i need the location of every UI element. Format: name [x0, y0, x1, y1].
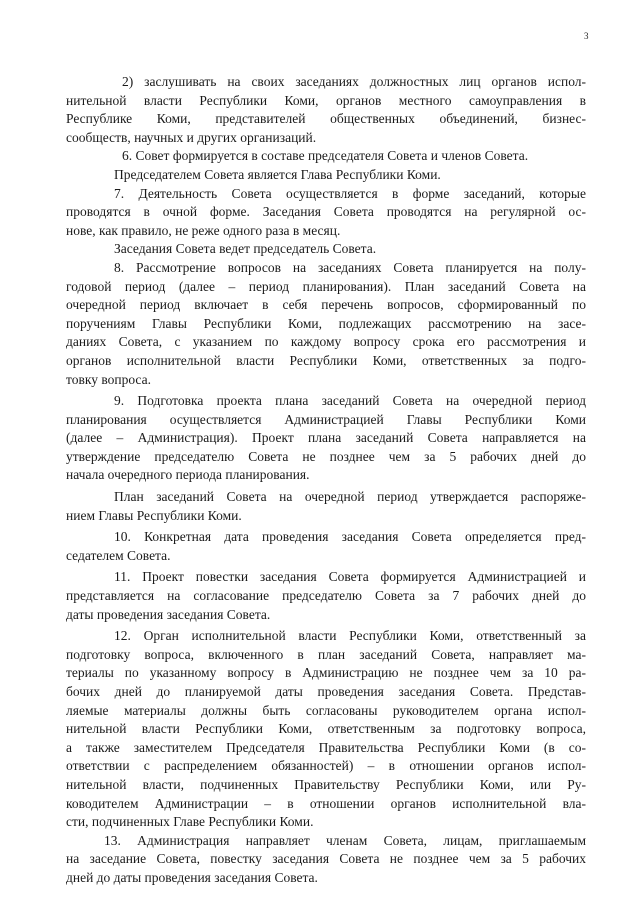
text-line: Председателем Совета является Глава Республики Коми.: [114, 166, 441, 182]
text-line: даниях Совета, с указанием по каждому вопросу срока его рассмотрения и: [66, 334, 586, 350]
text-line: 10. Конкретная дата проведения заседания Совета определяется пред-: [114, 529, 586, 545]
paragraph: [66, 528, 586, 565]
paragraph: [66, 488, 586, 525]
text-line: План заседаний Совета на очередной период утверждается распоряже-: [114, 489, 586, 505]
text-line: сти, подчиненных Главе Республики Коми.: [66, 814, 314, 830]
text-line: поручениям Главы Республики Коми, подлежащих рассмотрению на засе-: [66, 315, 586, 331]
text-line: товку вопроса.: [66, 371, 151, 387]
paragraph: [66, 240, 586, 259]
paragraph: [66, 185, 586, 241]
paragraph: [66, 147, 586, 166]
text-line: 11. Проект повестки заседания Совета формируется Администрацией и: [114, 569, 586, 585]
text-line: планирования осуществляется Администрацией Главы Республики Коми: [66, 411, 586, 427]
text-line: бочих дней до планируемой даты проведения заседания Совета. Представ-: [66, 684, 586, 699]
text-line: а также заместителем Председателя Правительства Республики Коми (в со-: [66, 739, 586, 755]
text-line: 2) заслушивать на своих заседаниях должностных лиц органов испол-: [122, 74, 586, 89]
text-line: Республике Коми, представителей общественных объединений, бизнес-: [66, 111, 586, 127]
text-line: утверждение председателю Совета не позднее чем за 5 рабочих дней до: [66, 448, 586, 464]
paragraph: [66, 832, 586, 888]
text-line: сообществ, научных и других организаций.: [66, 129, 317, 145]
text-line: представляется на согласование председателю Совета за 7 рабочих дней до: [66, 588, 586, 604]
paragraph: [66, 166, 586, 185]
text-line: 8. Рассмотрение вопросов на заседаниях Совета планируется на полу-: [114, 259, 586, 275]
text-line: нительной власти Республики Коми, органов местного самоуправления в: [66, 92, 586, 108]
text-line: (далее – Администрация). Проект плана заседаний Совета направляется на: [66, 430, 586, 446]
text-line: нительной власти Республики Коми, ответственным за подготовку вопроса,: [66, 721, 586, 737]
text-line: 12. Орган исполнительной власти Республики Коми, ответственный за: [114, 628, 586, 644]
text-line: ляемые материалы должны быть согласованы руководителем органа испол-: [66, 702, 586, 718]
text-line: нительной власти, подчиненных Правительству Республики Коми, или Ру-: [66, 776, 586, 792]
paragraph: [66, 259, 586, 389]
text-line: 7. Деятельность Совета осуществляется в форме заседаний, которые: [114, 185, 586, 201]
paragraph: [66, 392, 586, 485]
text-line: начала очередного периода планирования.: [66, 467, 310, 483]
text-line: нове, как правило, не реже одного раза в месяц.: [66, 222, 341, 238]
text-line: проводятся в очной форме. Заседания Совета проводятся на регулярной ос-: [66, 204, 586, 220]
text-line: очередной период включает в себя перечень вопросов, сформированный по: [66, 297, 586, 313]
document-body: [66, 73, 586, 888]
paragraph: [66, 627, 586, 832]
text-line: подготовку вопроса, включенного в план заседаний Совета, направляет ма-: [66, 646, 586, 662]
text-line: годовой период (далее – период планирования). План заседаний Совета на: [66, 278, 586, 294]
text-line: даты проведения заседания Совета.: [66, 606, 271, 622]
paragraph: [66, 568, 586, 624]
text-line: Заседания Совета ведет председатель Совета.: [114, 241, 377, 257]
text-line: органов исполнительной власти Республики Коми, ответственных за подго-: [66, 352, 586, 368]
text-line: 6. Совет формируется в составе председателя Совета и членов Совета.: [122, 148, 529, 164]
text-line: ководителем Администрации – в отношении органов исполнительной вла-: [66, 795, 586, 811]
text-line: териалы по указанному вопросу в Администрацию не позднее чем за 10 ра-: [66, 665, 586, 681]
page-number: 3: [584, 31, 589, 41]
paragraph: [66, 73, 586, 147]
text-line: седателем Совета.: [66, 547, 171, 563]
text-line: 9. Подготовка проекта плана заседаний Совета на очередной период: [114, 393, 586, 409]
text-line: 13. Администрация направляет членам Совета, лицам, приглашаемым: [104, 832, 586, 848]
text-line: нием Главы Республики Коми.: [66, 507, 242, 523]
text-line: на заседание Совета, повестку заседания Совета не позднее чем за 5 рабочих: [66, 851, 586, 867]
text-line: дней до даты проведения заседания Совета.: [66, 869, 318, 885]
text-line: ответствии с распределением обязанностей) – в отношении органов испол-: [66, 758, 586, 774]
